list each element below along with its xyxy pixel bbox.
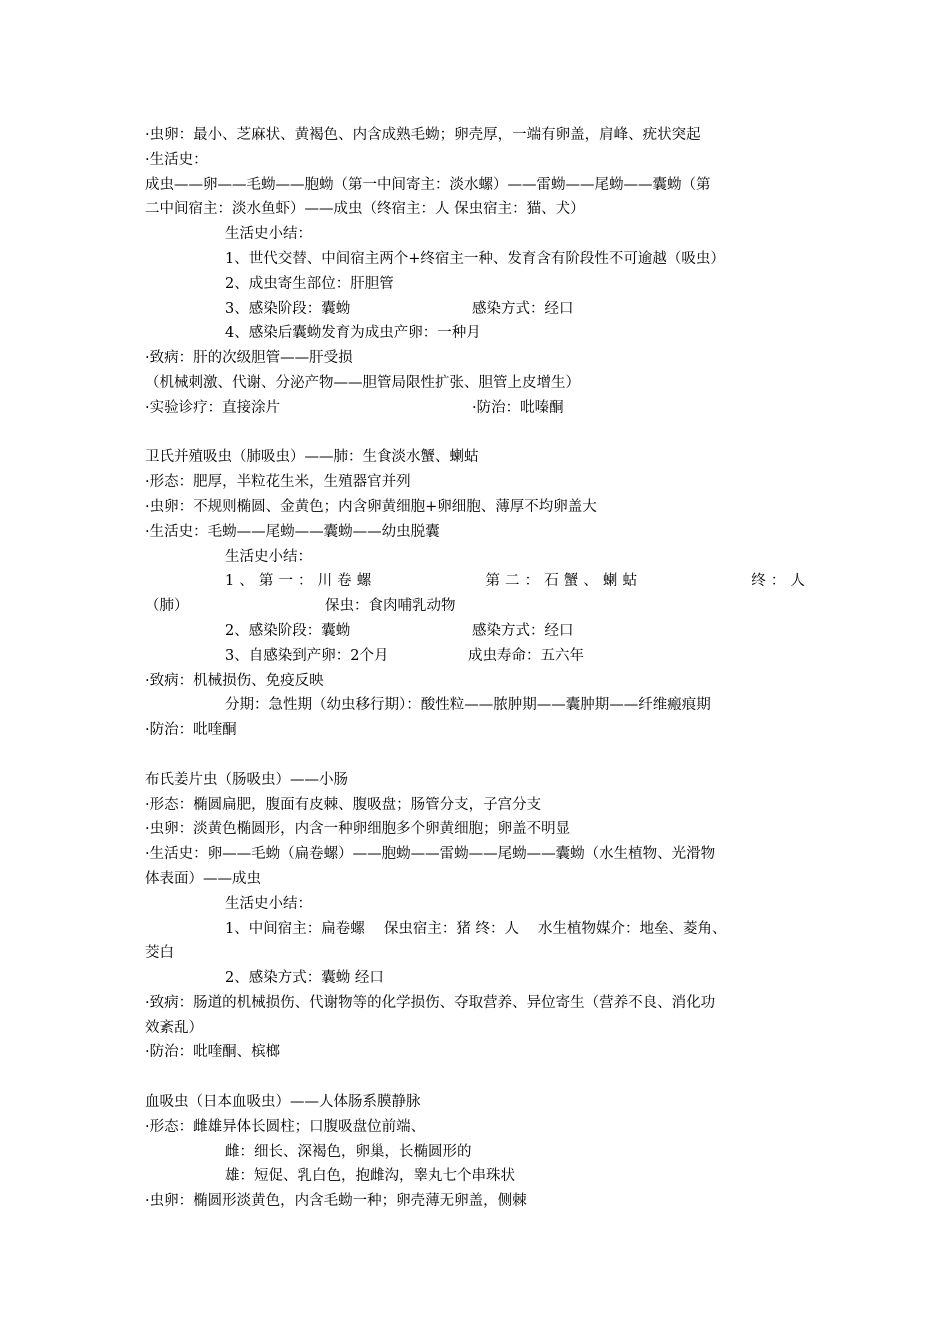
- morphology-female: 雌：细长、深褐色，卵巢，长椭圆形的: [225, 1143, 472, 1160]
- pathogenesis: ·致病：肝的次级胆管——肝受损: [145, 350, 353, 367]
- life-cycle-line: 体表面）——成虫: [145, 870, 261, 887]
- treatment: ·防治：吡嗪酮: [472, 399, 564, 416]
- summary-item-hosts: [145, 569, 810, 594]
- section-title: 布氏姜片虫（肠吸虫）——小肠: [145, 771, 348, 788]
- adult-lifespan: 成虫寿命：五六年: [468, 647, 584, 664]
- egg-description: ·虫卵：椭圆形淡黄色，内含毛蚴一种；卵壳薄无卵盖，侧棘: [145, 1193, 527, 1210]
- egg-description: ·虫卵：最小、芝麻状、黄褐色、内含成熟毛蚴；卵壳厚，一端有卵盖，肩峰、疣状突起: [145, 127, 701, 143]
- life-cycle-line: ·生活史：毛蚴——尾蚴——囊蚴——幼虫脱囊: [145, 523, 440, 540]
- egg-description: ·虫卵：不规则椭圆、金黄色；内含卵黄细胞+卵细胞、薄厚不均卵盖大: [145, 498, 597, 515]
- pathogenesis: ·致病：肠道的机械损伤、代谢物等的化学损伤、夺取营养、异位寄生（营养不良、消化功: [145, 994, 716, 1011]
- infection-stage: 2、感染阶段：囊蚴: [225, 622, 351, 639]
- summary-item: [145, 644, 810, 669]
- time-to-egg: 3、自感染到产卵：2个月: [225, 647, 389, 664]
- egg-description: ·虫卵：淡黄色椭圆形，内含一种卵细胞多个卵黄细胞；卵盖不明显: [145, 821, 571, 838]
- summary-item: 1、中间宿主：扁卷螺 保虫宿主：猪 终：人 水生植物媒介：地垒、菱角、: [225, 920, 727, 937]
- infection-stage: 3、感染阶段：囊蚴: [225, 300, 351, 317]
- treatment: ·防治：吡喹酮、槟榔: [145, 1044, 281, 1061]
- summary-item: [145, 297, 810, 322]
- morphology-male: 雄：短促、乳白色，抱雌沟，睾丸七个串珠状: [225, 1168, 515, 1185]
- host-organ: （肺）: [145, 598, 189, 615]
- life-cycle-label: ·生活史：: [145, 151, 208, 168]
- summary-item: 4、感染后囊蚴发育为成虫产卵：一种月: [225, 325, 481, 342]
- summary-label: 生活史小结：: [225, 895, 312, 912]
- summary-item: 1、世代交替、中间宿主两个+终宿主一种、发育含有阶段性不可逾越（吸虫）: [225, 250, 725, 267]
- life-cycle-line: 成虫——卵——毛蚴——胞蚴（第一中间寄主：淡水螺）——雷蚴——尾蚴——囊蚴（第: [145, 176, 711, 193]
- second-host: 第二：石蟹、蝲蛄: [485, 573, 643, 590]
- pathogenesis-cont: 效紊乱）: [145, 1019, 203, 1036]
- summary-label: 生活史小结：: [225, 548, 312, 565]
- summary-item-hosts-cont: [145, 594, 810, 619]
- diagnosis-treatment-row: [145, 396, 810, 421]
- summary-item: [145, 619, 810, 644]
- lab-diagnosis: ·实验诊疗：直接涂片: [145, 399, 281, 416]
- infection-route: 感染方式：经口: [472, 300, 574, 317]
- summary-item-cont: 茭白: [145, 945, 174, 962]
- disease-stages: 分期：急性期（幼虫移行期）：酸性粒——脓肿期——囊肿期——纤维瘢痕期: [225, 697, 711, 714]
- reservoir-host: 保虫：食肉哺乳动物: [325, 598, 456, 615]
- summary-item: 2、成虫寄生部位：肝胆管: [225, 275, 394, 292]
- morphology: ·形态：雌雄异体长圆柱；口腹吸盘位前端、: [145, 1118, 426, 1135]
- morphology: ·形态：椭圆扁肥，腹面有皮棘、腹吸盘；肠管分支，子宫分支: [145, 796, 542, 813]
- first-host: 1、第一：川卷螺: [225, 573, 377, 590]
- section-title: 血吸虫（日本血吸虫）——人体肠系膜静脉: [145, 1094, 421, 1111]
- infection-route: 感染方式：经口: [472, 622, 574, 639]
- life-cycle-line: 二中间宿主：淡水鱼虾）——成虫（终宿主：人 保虫宿主：猫、犬）: [145, 201, 585, 218]
- definitive-host: 终：人: [751, 573, 810, 590]
- document-page: [145, 123, 810, 1214]
- pathogenesis-detail: （机械刺激、代谢、分泌产物——胆管局限性扩张、胆管上皮增生）: [145, 374, 580, 391]
- life-cycle-line: ·生活史：卵——毛蚴（扁卷螺）——胞蚴——雷蚴——尾蚴——囊蚴（水生植物、光滑物: [145, 846, 716, 863]
- section-title: 卫氏并殖吸虫（肺吸虫）——肺：生食淡水蟹、蝲蛄: [145, 449, 479, 466]
- summary-item: 2、感染方式：囊蚴 经口: [225, 970, 384, 987]
- pathogenesis: ·致病：机械损伤、免疫反映: [145, 672, 324, 689]
- morphology: ·形态：肥厚，半粒花生米，生殖器官并列: [145, 474, 411, 491]
- summary-label: 生活史小结：: [225, 226, 312, 243]
- treatment: ·防治：吡喹酮: [145, 722, 237, 739]
